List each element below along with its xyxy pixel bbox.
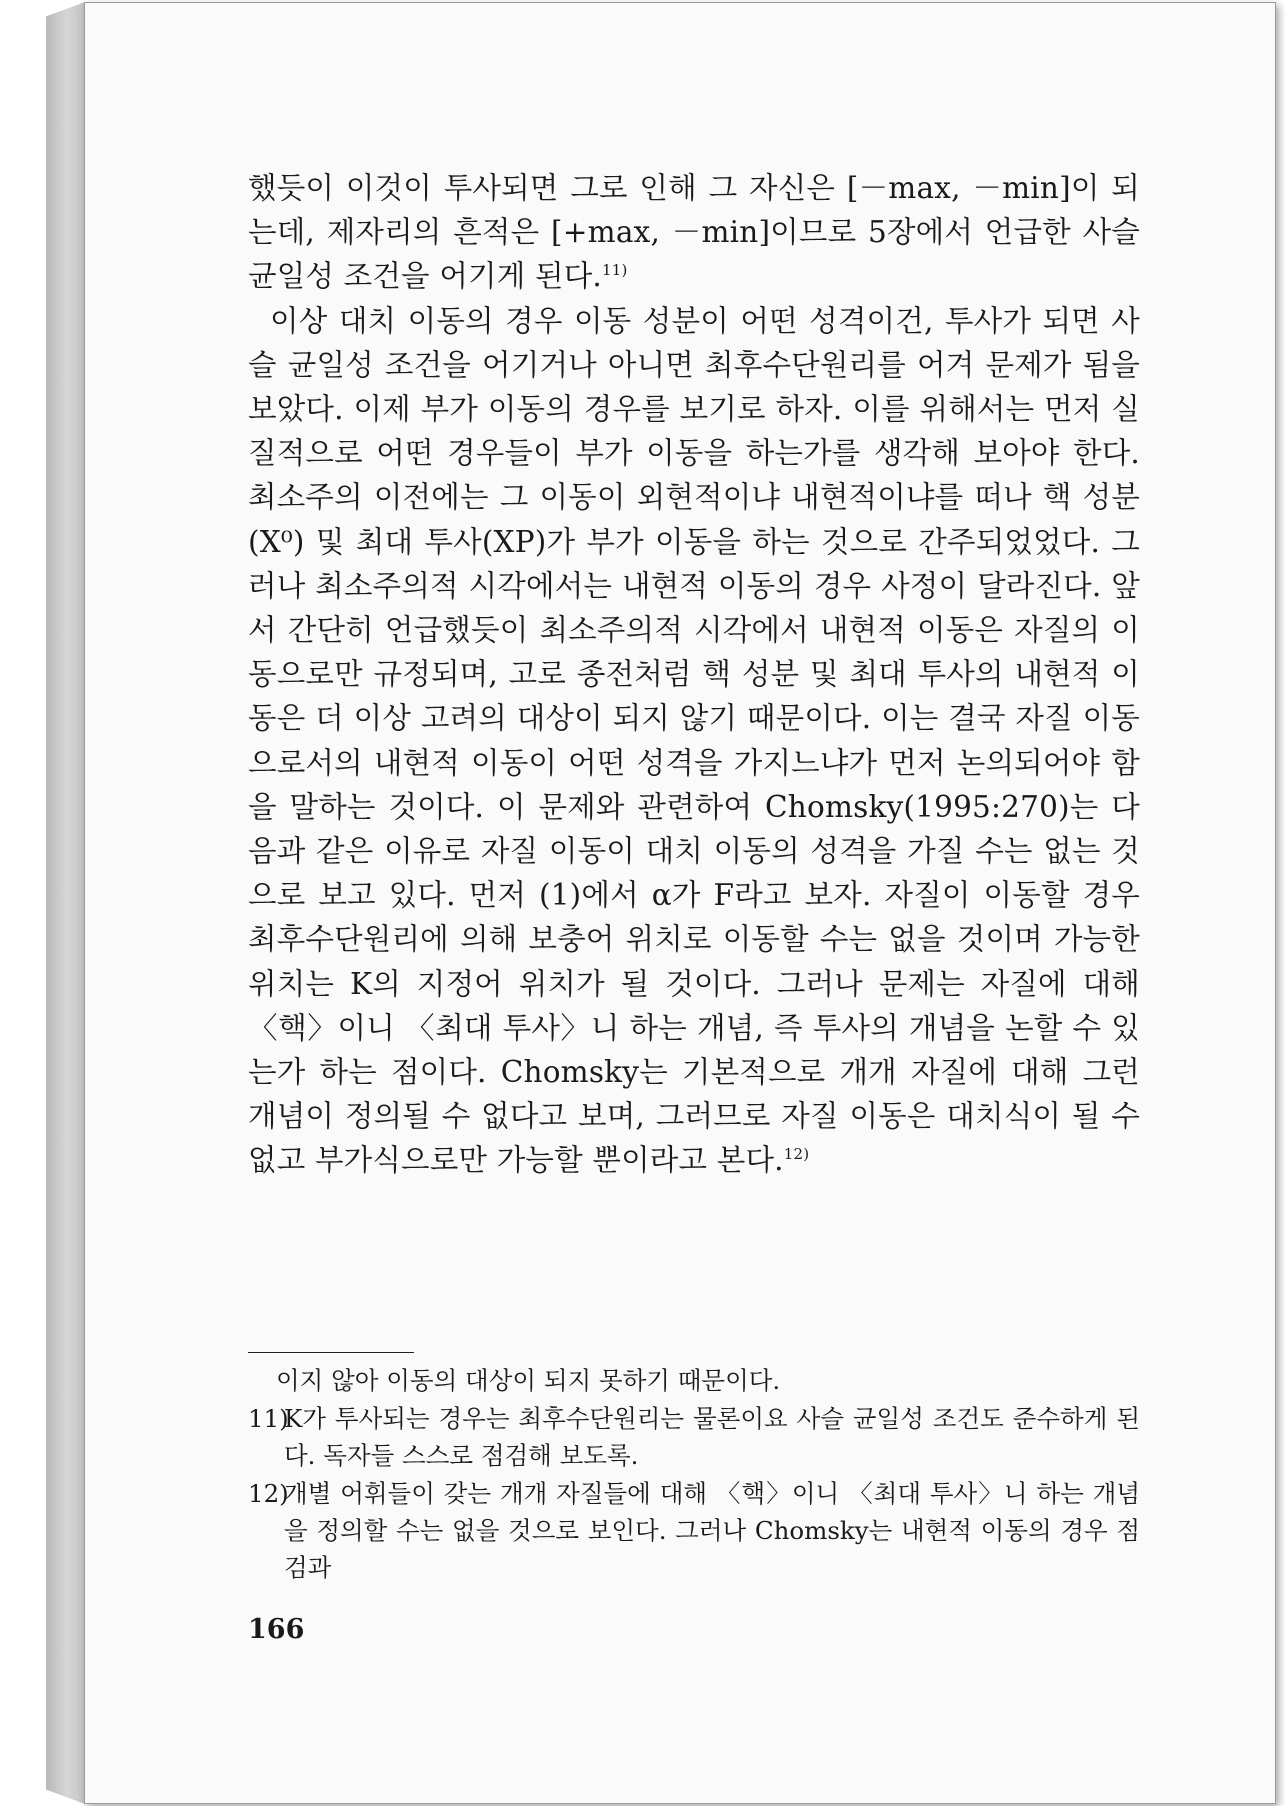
footnote-continuation: 이지 않아 이동의 대상이 되지 못하기 때문이다. bbox=[276, 1366, 781, 1395]
footnote-separator bbox=[248, 1352, 414, 1353]
footnote-marker: 11) bbox=[601, 261, 628, 280]
footnote-number: 12) bbox=[248, 1479, 289, 1508]
page-number: 166 bbox=[248, 1614, 305, 1645]
footnote-marker: 12) bbox=[783, 1145, 810, 1164]
footnote-text: K가 투사되는 경우는 최후수단원리는 물론이요 사슬 균일성 조건도 준수하게 된다. 독자들 스스로 점검해 보도록. bbox=[284, 1404, 1140, 1470]
footnote-item bbox=[248, 1400, 1140, 1474]
book-edge bbox=[46, 2, 85, 1804]
footnote-item bbox=[248, 1475, 1140, 1586]
footnote-number: 11) bbox=[248, 1404, 289, 1433]
footnotes bbox=[248, 1362, 1140, 1586]
paragraph bbox=[248, 299, 1140, 1183]
body-text bbox=[248, 166, 1140, 1183]
paragraph bbox=[248, 166, 1140, 299]
paragraph-text: 이상 대치 이동의 경우 이동 성분이 어떤 성격이건, 투사가 되면 사슬 균일성 조건을 어기거나 아니면 최후수단원리를 어겨 문제가 됨을 보았다. 이제 부가 이동의 경우를 보기로 하자. 이를 위해서는 먼저 실질적으로 어떤 경우들이 부가 이동을 하는가를 생각해 보아야 한다. 최소주의 이전에는 그 이동이 외현적이냐 내현적이냐를 떠나 핵 성분 (X⁰) 및 최대 투사(XP)가 부가 이동을 하는 것으로 간주되었었다. 그러나 최소주의적 시각에서는 내현적 이동의 경우 사정이 달라진다. 앞서 간단히 언급했듯이 최소주의적 시각에서 내현적 이동은 자질의 이동으로만 규정되며, 고로 종전처럼 핵 성분 및 최대 투사의 내현적 이동은 더 이상 고려의 대상이 되지 않기 때문이다. 이는 결국 자질 이동으로서의 내현적 이동이 어떤 성격을 가지느냐가 먼저 논의되어야 함을 말하는 것이다. 이 문제와 관련하여 Chomsky(1995:270)는 다음과 같은 이유로 자질 이동이 대치 이동의 성격을 가질 수는 없는 것으로 보고 있다. 먼저 (1)에서 α가 F라고 보자. 자질이 이동할 경우 최후수단원리에 의해 보충어 위치로 이동할 수는 없을 것이며 가능한 위치는 K의 지정어 위치가 될 것이다. 그러나 문제는 자질에 대해 〈핵〉이니 〈최대 투사〉니 하는 개념, 즉 투사의 개념을 논할 수 있는가 하는 점이다. Chomsky는 기본적으로 개개 자질에 대해 그런 개념이 정의될 수 없다고 보며, 그러므로 자질 이동은 대치식이 될 수 없고 부가식으로만 가능할 뿐이라고 본다. bbox=[248, 303, 1140, 1178]
footnote-text: 개별 어휘들이 갖는 개개 자질들에 대해 〈핵〉이니 〈최대 투사〉니 하는 개념을 정의할 수는 없을 것으로 보인다. 그러나 Chomsky는 내현적 이동의 경우 점검과 bbox=[284, 1479, 1140, 1582]
paragraph-text: 했듯이 이것이 투사되면 그로 인해 그 자신은 [－max, －min]이 되는데, 제자리의 흔적은 [+max, －min]이므로 5장에서 언급한 사슬 균일성 조건을 어기게 된다. bbox=[248, 171, 1140, 294]
